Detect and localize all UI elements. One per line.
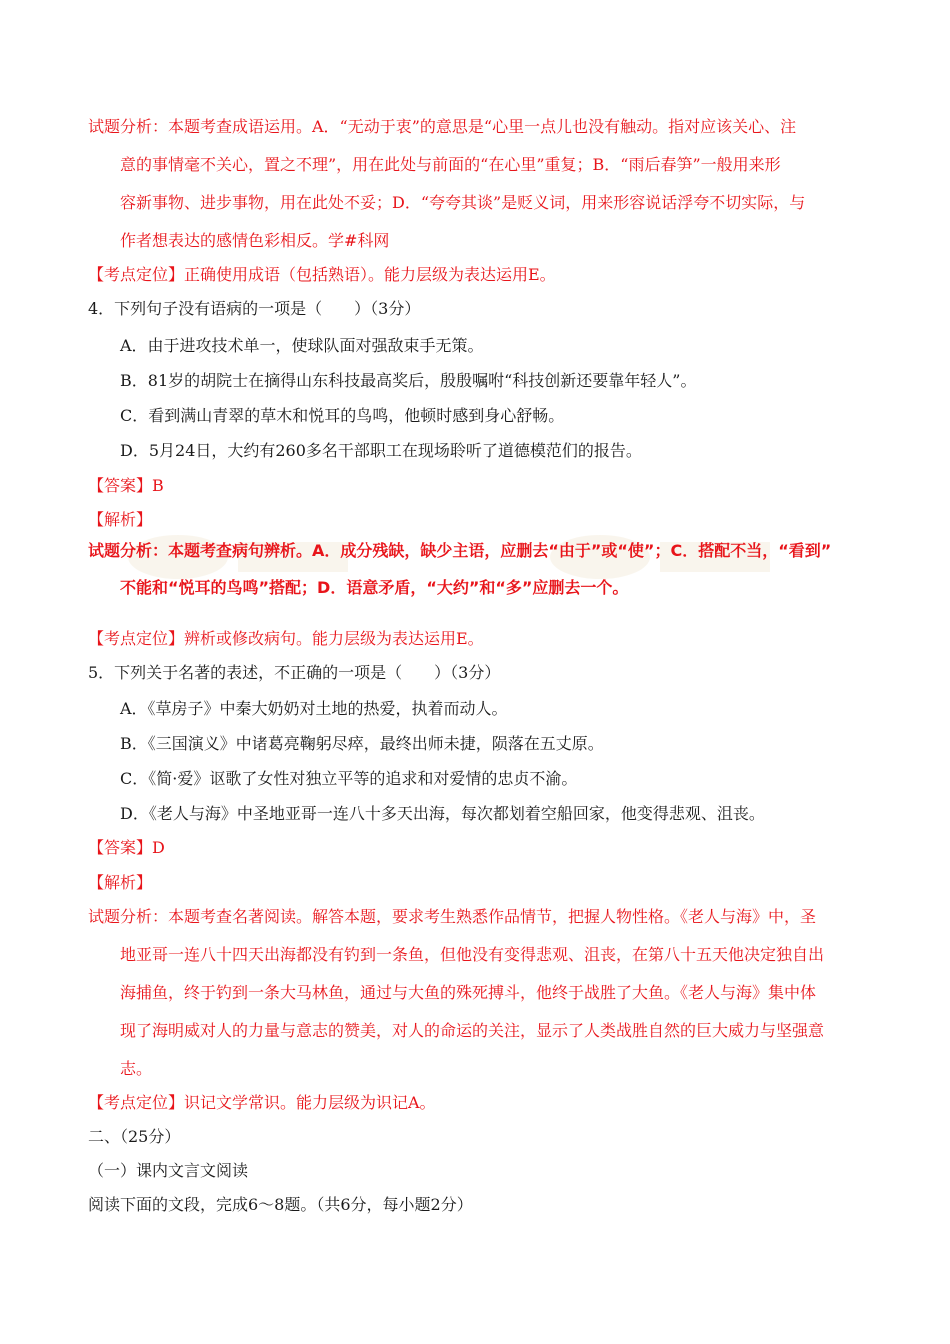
q5-option-c: C．《简·爱》讴歌了女性对独立平等的追求和对爱情的忠贞不渝。 — [120, 769, 578, 788]
q5-analysis-line: 海捕鱼，终于钓到一条大马林鱼，通过与大鱼的殊死搏斗，他终于战胜了大鱼。《老人与海》集中体 — [120, 983, 817, 1002]
q4-analysis-line: 不能和“悦耳的鸟鸣”搭配；D．语意矛盾，“大约”和“多”应删去一个。 — [120, 578, 629, 597]
q5-analysis-line: 现了海明威对人的力量与意志的赞美，对人的命运的关注，显示了人类战胜自然的巨大威力与坚强意 — [120, 1021, 825, 1040]
q4-stem: 4．下列句子没有语病的一项是（ ）（3分） — [88, 299, 421, 318]
q3-analysis-line: 试题分析：本题考查成语运用。A．“无动于衷”的意思是“心里一点儿也没有触动。指对应该关心、注 — [88, 117, 797, 136]
q5-stem: 5．下列关于名著的表述，不正确的一项是（ ）（3分） — [88, 663, 501, 682]
section-subheading: （一）课内文言文阅读 — [88, 1161, 249, 1180]
q4-answer: 【答案】B — [88, 476, 164, 495]
q5-jiexi-label: 【解析】 — [88, 873, 153, 892]
q4-option-c: C．看到满山青翠的草木和悦耳的鸟鸣，他顿时感到身心舒畅。 — [120, 406, 565, 425]
q3-kaodian: 【考点定位】正确使用成语（包括熟语）。能力层级为表达运用E。 — [88, 265, 556, 284]
q5-option-a: A．《草房子》中秦大奶奶对土地的热爱，执着而动人。 — [120, 699, 508, 718]
q5-analysis-line: 志。 — [120, 1059, 153, 1078]
section-heading: 二、（25分） — [88, 1127, 181, 1146]
q3-analysis-line: 意的事情毫不关心，置之不理”，用在此处与前面的“在心里”重复；B．“雨后春笋”一般用来形 — [120, 155, 781, 174]
section-instruction: 阅读下面的文段，完成6～8题。（共6分，每小题2分） — [88, 1195, 473, 1214]
q5-answer: 【答案】D — [88, 838, 165, 857]
q4-option-a: A．由于进攻技术单一，使球队面对强敌束手无策。 — [120, 336, 484, 355]
q4-option-d: D．5月24日，大约有260多名干部职工在现场聆听了道德模范们的报告。 — [120, 441, 642, 460]
q5-analysis-line: 试题分析：本题考查名著阅读。解答本题，要求考生熟悉作品情节，把握人物性格。《老人与海》中，圣 — [88, 907, 817, 926]
q5-kaodian: 【考点定位】识记文学常识。能力层级为识记A。 — [88, 1093, 436, 1112]
q3-analysis-line: 容新事物、进步事物，用在此处不妥；D．“夸夸其谈”是贬义词，用来形容说话浮夸不切实际，与 — [120, 193, 806, 212]
q5-option-d: D．《老人与海》中圣地亚哥一连八十多天出海，每次都划着空船回家，他变得悲观、沮丧。 — [120, 804, 765, 823]
q4-jiexi-label: 【解析】 — [88, 510, 153, 529]
q3-analysis-line: 作者想表达的感情色彩相反。学#科网 — [120, 231, 390, 250]
q4-kaodian: 【考点定位】辨析或修改病句。能力层级为表达运用E。 — [88, 629, 484, 648]
q5-option-b: B．《三国演义》中诸葛亮鞠躬尽瘁，最终出师未捷，陨落在五丈原。 — [120, 734, 604, 753]
q5-analysis-line: 地亚哥一连八十四天出海都没有钓到一条鱼，但他没有变得悲观、沮丧，在第八十五天他决定独自出 — [120, 945, 825, 964]
q4-option-b: B．81岁的胡院士在摘得山东科技最高奖后，殷殷嘱咐“科技创新还要靠年轻人”。 — [120, 371, 697, 390]
q4-analysis-line: 试题分析：本题考查病句辨析。A．成分残缺，缺少主语，应删去“由于”或“使”；C．搭配不当，“看到” — [88, 541, 832, 560]
